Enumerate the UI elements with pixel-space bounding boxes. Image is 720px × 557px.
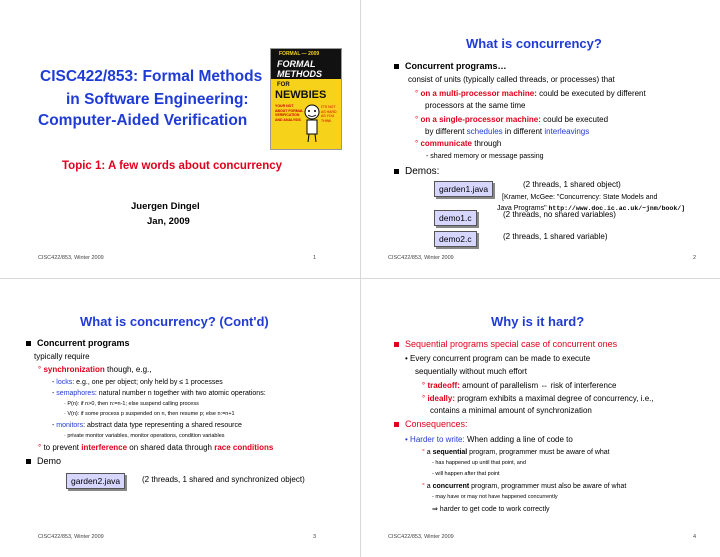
footer: CISC422/853, Winter 2009	[38, 255, 104, 261]
sub-single-cont	[425, 127, 589, 138]
text: by different	[425, 127, 467, 136]
book-newbies: NEWBIES	[275, 89, 327, 101]
text: in different	[502, 127, 545, 136]
schedules-text: schedules	[466, 127, 503, 136]
date: Jan, 2009	[147, 216, 190, 227]
locks-text: locks	[56, 379, 73, 386]
slide-title: Why is it hard?	[491, 314, 585, 329]
title-line-1: CISC422/853: Formal Methods	[40, 68, 263, 85]
degree-bullet-icon: °	[422, 449, 425, 456]
conc-sub-1	[432, 494, 558, 502]
sub-sub-semaphores	[52, 389, 266, 398]
degree-bullet-icon: °	[422, 381, 426, 390]
bullet-text: Consequences:	[405, 419, 468, 429]
book-blurb-1: YOUR NOT ABOUT FORMAL VERIFICATION AND ANALYSIS	[275, 104, 304, 122]
requires-text: typically require	[34, 352, 90, 361]
square-bullet-icon	[394, 64, 399, 69]
bullet-concurrent-programs	[394, 61, 507, 71]
dot-bullet-icon: ·	[64, 433, 66, 439]
degree-bullet-icon: °	[422, 394, 426, 403]
demo-demo2c-desc: (2 threads, 1 shared variable)	[503, 232, 608, 241]
text: : abstract data type representing a shared resource	[83, 422, 242, 429]
slide-2	[360, 0, 720, 278]
text: a	[426, 449, 433, 456]
sub-single-processor	[415, 115, 608, 126]
sub-bold: on a single-processor machine:	[420, 115, 541, 124]
sub-prevent	[38, 443, 273, 454]
dash-bullet-icon: -	[52, 379, 55, 386]
text: has happened up until that point, and	[435, 460, 526, 466]
page-number: 1	[313, 255, 317, 261]
sub-rest: could be executed by different	[536, 89, 646, 98]
sub-multi-processor	[415, 89, 646, 100]
sub-sequential	[422, 448, 610, 457]
text: on shared data through	[127, 443, 215, 452]
sub-bold: communicate	[420, 139, 473, 148]
text: will happen after that point	[435, 471, 500, 477]
text: Java Programs"	[497, 205, 549, 212]
sub-sub-shared	[426, 152, 544, 161]
square-bullet-icon	[394, 342, 399, 347]
interleavings-text: interleavings	[544, 127, 590, 136]
dot-bullet-icon: ·	[64, 411, 66, 417]
page-number: 3	[313, 534, 317, 540]
sub-communicate	[415, 139, 501, 150]
bullet-demos	[394, 166, 439, 177]
degree-bullet-icon: °	[38, 365, 42, 374]
sub-rest: though, e.g.,	[104, 365, 152, 374]
square-bullet-icon	[394, 422, 399, 427]
dash-bullet-icon: -	[52, 390, 55, 397]
bullet-text: Concurrent programs…	[405, 61, 507, 71]
degree-bullet-icon: °	[415, 139, 419, 148]
every-concurrent-cont: sequentially without much effort	[415, 367, 527, 376]
title-line-3: Computer-Aided Verification	[38, 112, 248, 129]
text: : e.g., one per object; only held by ≤ 1 processes	[72, 379, 223, 386]
race-conditions-text: race conditions	[214, 443, 274, 452]
book-title-1: FORMAL	[277, 59, 316, 69]
demo-demo2c-button[interactable]: demo2.c	[434, 231, 477, 247]
sub-bold: ideally:	[427, 394, 456, 403]
sub-bold: tradeoff:	[427, 381, 460, 390]
seq-sub-2	[432, 471, 500, 479]
bullet-text: Concurrent programs	[37, 338, 130, 348]
dash-bullet-icon: -	[432, 460, 434, 466]
demo-demo1c-desc: (2 threads, no shared variables)	[503, 210, 616, 219]
dash-bullet-icon: -	[52, 422, 55, 429]
text: a	[426, 483, 433, 490]
text: program, programmer must also be aware of what	[469, 483, 627, 490]
sub-tradeoff	[422, 381, 616, 392]
text: : natural number n together with two atomic operations:	[94, 390, 266, 397]
title-line-2: in Software Engineering:	[66, 91, 249, 108]
bullet-consequences	[394, 419, 468, 429]
footer: CISC422/853, Winter 2009	[38, 534, 104, 540]
slide-title: What is concurrency? (Cont'd)	[80, 314, 269, 329]
demo-garden2-button[interactable]: garden2.java	[66, 473, 125, 489]
dash-bullet-icon: -	[426, 153, 429, 160]
demo-demo1c-button[interactable]: demo1.c	[434, 210, 477, 226]
sub-rest: amount of parallelism ⇔ risk of interference	[459, 381, 617, 390]
dash-bullet-icon: -	[432, 471, 434, 477]
bullet-demo	[26, 456, 61, 466]
slide-title: What is concurrency?	[466, 36, 602, 51]
sequential-text: sequential	[432, 449, 468, 456]
book-for: FOR	[277, 82, 290, 88]
sub-bold: on a multi-processor machine:	[420, 89, 537, 98]
sub-ideally	[422, 394, 654, 405]
text: may have or may not have happened concurrently	[435, 494, 558, 500]
url-link[interactable]: http://www.doc.ic.ac.uk/~jnm/book/]	[548, 205, 686, 212]
sub-sub-monitors	[52, 421, 242, 430]
slide-1	[0, 0, 360, 278]
text: shared memory or message passing	[430, 153, 544, 160]
bullet-sequential	[394, 339, 617, 349]
topic-title: Topic 1: A few words about concurrency	[62, 160, 283, 172]
seq-sub-1	[432, 460, 526, 468]
dot-bullet-icon: •	[405, 435, 408, 444]
text: program, programmer must be aware of what	[467, 449, 610, 456]
sub-bold: synchronization	[43, 365, 105, 374]
semaphores-text: semaphores	[56, 390, 95, 397]
book-blurb-2: IT'S NOT AS HARD AS YOU THINK	[321, 105, 337, 123]
demo-garden1-button[interactable]: garden1.java	[434, 181, 493, 197]
square-bullet-icon	[26, 341, 31, 346]
interference-text: interference	[81, 443, 128, 452]
degree-bullet-icon: °	[415, 115, 419, 124]
conc-sub-2: ⇒ harder to get code to work correctly	[432, 506, 550, 513]
slide-4	[360, 279, 720, 557]
ideally-cont: contains a minimal amount of synchronization	[430, 406, 592, 415]
bullet-concurrent-programs	[26, 338, 130, 348]
text: Every concurrent program can be made to execute	[410, 354, 591, 363]
sub-rest: program exhibits a maximal degree of concurrency, i.e.,	[455, 394, 654, 403]
footer: CISC422/853, Winter 2009	[388, 255, 454, 261]
sub-rest: through	[472, 139, 502, 148]
bullet-text: Demo	[37, 456, 62, 466]
degree-bullet-icon: °	[415, 89, 419, 98]
footer: CISC422/853, Winter 2009	[388, 534, 454, 540]
monitor-details	[64, 433, 225, 441]
sub-multi-cont: processors at the same time	[425, 101, 526, 110]
dot-every-concurrent	[405, 354, 590, 365]
bullet-text: Sequential programs special case of concurrent ones	[405, 339, 618, 349]
p-operation	[64, 401, 199, 409]
dot-bullet-icon: •	[405, 354, 408, 363]
dash-bullet-icon: -	[432, 494, 434, 500]
monitors-text: monitors	[56, 422, 84, 429]
dot-harder-to-write	[405, 435, 573, 446]
text: private monitor variables, monitor operations, condition variables	[67, 433, 225, 439]
bullet-text: Demos:	[405, 166, 440, 177]
sub-concurrent	[422, 482, 626, 491]
text: to prevent	[43, 443, 82, 452]
page-number: 4	[693, 534, 697, 540]
slide-3	[0, 279, 360, 557]
demo-garden2-desc: (2 threads, 1 shared and synchronized object)	[142, 475, 305, 484]
consist-text: consist of units (typically called threads, or processes) that	[408, 75, 615, 84]
demo-garden1-desc: (2 threads, 1 shared object)	[523, 180, 621, 189]
degree-bullet-icon: °	[422, 483, 425, 490]
square-bullet-icon	[26, 459, 31, 464]
concurrent-text: concurrent	[432, 483, 470, 490]
degree-bullet-icon: °	[38, 443, 42, 452]
dot-bullet-icon: ·	[64, 401, 66, 407]
sub-sub-locks	[52, 378, 223, 387]
harder-text: Harder to write:	[410, 435, 465, 444]
demo-garden1-ref: [Kramer, McGee: "Concurrency: State Models and	[502, 194, 658, 201]
book-cover	[270, 48, 342, 150]
square-bullet-icon	[394, 169, 399, 174]
sub-rest: could be executed	[540, 115, 609, 124]
book-cover-top: FORMAL — 2009	[279, 51, 320, 57]
sub-synchronization	[38, 365, 151, 376]
text: When adding a line of code to	[464, 435, 573, 444]
v-operation	[64, 411, 235, 419]
page-number: 2	[693, 255, 697, 261]
cartoon-figure-icon	[301, 103, 323, 143]
text: P(n): if n>0, then n:=n-1; else suspend calling process	[67, 401, 199, 407]
text: V(n): if some process p suspended on n, then resume p; else n:=n+1	[67, 411, 235, 417]
author: Juergen Dingel	[131, 201, 200, 212]
book-title-2: METHODS	[277, 69, 322, 79]
